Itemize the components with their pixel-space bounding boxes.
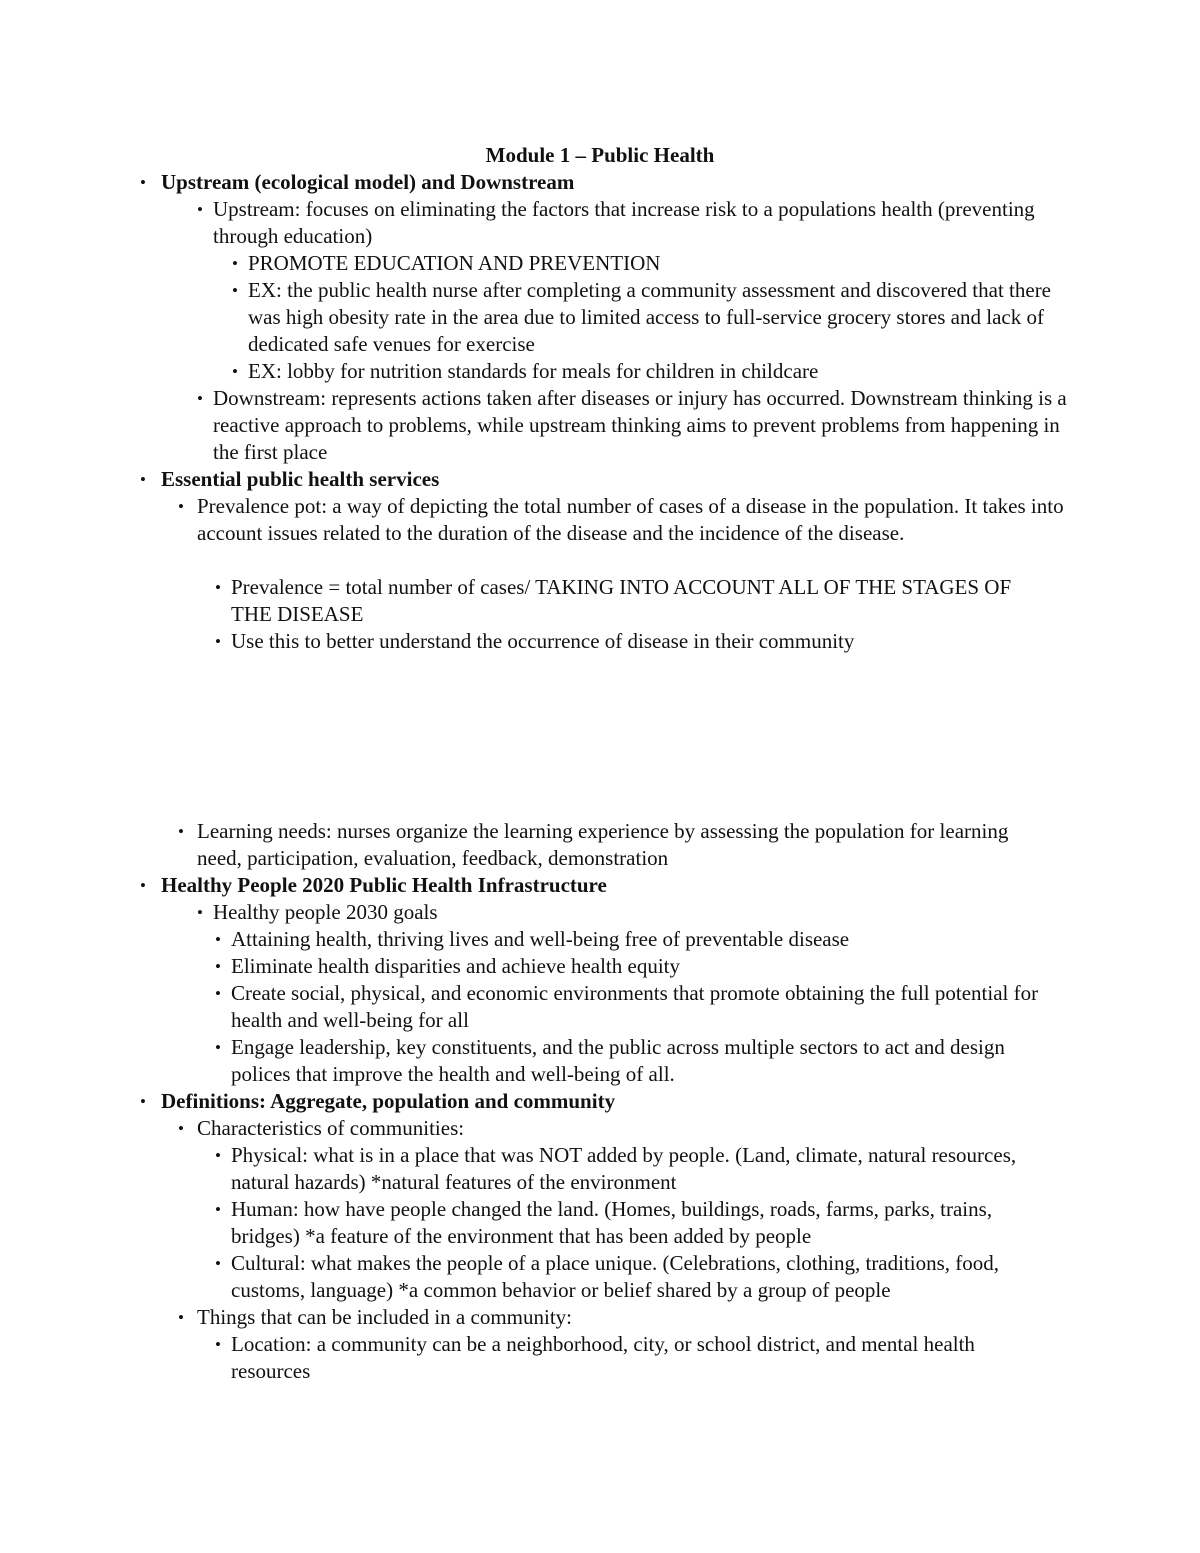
bullet-icon: • [197, 903, 203, 922]
list-item [178, 1115, 1058, 1142]
sub-list-item [232, 277, 1072, 358]
sub-list-item [215, 953, 1055, 980]
bullet-icon: • [215, 1038, 221, 1057]
list-item [197, 196, 1067, 250]
section-upstream-downstream [140, 169, 1080, 196]
bullet-icon: • [215, 957, 221, 976]
list-item-text: Learning needs: nurses organize the learning experience by assessing the population for learning need, participation, evaluation, feedback, demonstration [197, 819, 1009, 870]
sub-list-item-text: EX: the public health nurse after completing a community assessment and discovered that there was high obesity rate in the area due to limited access to full-service grocery stores and lack of dedicated safe venues for exercise [248, 278, 1052, 356]
sub-list-item-text: Engage leadership, key constituents, and the public across multiple sectors to act and design polices that improve the health and well-being of all. [231, 1035, 1005, 1086]
list-item [178, 1304, 1058, 1331]
sub-list-item [215, 1196, 1045, 1250]
list-item [197, 899, 1067, 926]
section-definitions [140, 1088, 1080, 1115]
sub-list-item [215, 1142, 1045, 1196]
sub-list-item-text: Location: a community can be a neighborhood, city, or school district, and mental health resources [231, 1332, 975, 1383]
document-title: Module 1 – Public Health [485, 143, 715, 167]
sub-list-item-text: PROMOTE EDUCATION AND PREVENTION [248, 251, 661, 275]
list-item-text: Prevalence pot: a way of depicting the total number of cases of a disease in the population. It takes into account issues related to the duration of the disease and the incidence of the disease. [197, 494, 1064, 545]
sub-list-item-text: Attaining health, thriving lives and well-being free of preventable disease [231, 927, 850, 951]
bullet-icon: • [215, 578, 221, 597]
section-heading: Healthy People 2020 Public Health Infrastructure [161, 873, 607, 897]
sub-list-item-text: Prevalence = total number of cases/ TAKING INTO ACCOUNT ALL OF THE STAGES OF THE DISEASE [231, 575, 1012, 626]
sub-list-item-text: Physical: what is in a place that was NOT added by people. (Land, climate, natural resources, natural hazards) *natural features of the environment [231, 1143, 1017, 1194]
sub-list-item [232, 250, 1072, 277]
list-item-text: Downstream: represents actions taken after diseases or injury has occurred. Downstream thinking is a reactive approach to problems, while upstream thinking aims to prevent problems from happening in the first place [213, 386, 1067, 464]
sub-list-item [215, 926, 1055, 953]
bullet-icon: • [215, 1146, 221, 1165]
sub-list-item-text: Use this to better understand the occurrence of disease in their community [231, 629, 855, 653]
sub-list-item [232, 358, 1072, 385]
bullet-icon: • [140, 173, 146, 192]
bullet-icon: • [178, 1308, 184, 1327]
bullet-icon: • [140, 470, 146, 489]
list-item [178, 493, 1068, 547]
bullet-icon: • [232, 254, 238, 273]
section-heading: Upstream (ecological model) and Downstream [161, 170, 575, 194]
bullet-icon: • [197, 200, 203, 219]
section-heading: Essential public health services [161, 467, 440, 491]
sub-list-item [215, 628, 1065, 655]
sub-list-item-text: Cultural: what makes the people of a place unique. (Celebrations, clothing, traditions, food, customs, language) *a common behavior or belief shared by a group of people [231, 1251, 1000, 1302]
bullet-icon: • [197, 389, 203, 408]
bullet-icon: • [232, 281, 238, 300]
list-item-text: Characteristics of communities: [197, 1116, 465, 1140]
list-item-text: Upstream: focuses on eliminating the factors that increase risk to a populations health (preventing through education) [213, 197, 1035, 248]
section-healthy-people [140, 872, 1080, 899]
bullet-icon: • [178, 822, 184, 841]
list-item-text: Things that can be included in a community: [197, 1305, 572, 1329]
bullet-icon: • [215, 984, 221, 1003]
sub-list-item-text: Create social, physical, and economic environments that promote obtaining the full potential for health and well-being for all [231, 981, 1039, 1032]
bullet-icon: • [178, 497, 184, 516]
bullet-icon: • [215, 1254, 221, 1273]
sub-list-item-text: EX: lobby for nutrition standards for meals for children in childcare [248, 359, 819, 383]
section-heading: Definitions: Aggregate, population and community [161, 1089, 616, 1113]
sub-list-item-text: Human: how have people changed the land. (Homes, buildings, roads, farms, parks, trains, bridges) *a feature of the environment that has been added by people [231, 1197, 993, 1248]
section-essential-services [140, 466, 1080, 493]
list-item [197, 385, 1067, 466]
bullet-icon: • [178, 1119, 184, 1138]
list-item-text: Healthy people 2030 goals [213, 900, 438, 924]
bullet-icon: • [140, 876, 146, 895]
sub-list-item [215, 574, 1015, 628]
bullet-icon: • [215, 1335, 221, 1354]
sub-list-item [215, 1331, 1015, 1385]
bullet-icon: • [215, 632, 221, 651]
bullet-icon: • [140, 1092, 146, 1111]
list-item [178, 818, 1058, 872]
sub-list-item [215, 1250, 1055, 1304]
sub-list-item [215, 1034, 1055, 1088]
bullet-icon: • [215, 1200, 221, 1219]
section-heading-item [140, 169, 1080, 196]
bullet-icon: • [232, 362, 238, 381]
sub-list-item-text: Eliminate health disparities and achieve health equity [231, 954, 681, 978]
sub-list-item [215, 980, 1055, 1034]
bullet-icon: • [215, 930, 221, 949]
